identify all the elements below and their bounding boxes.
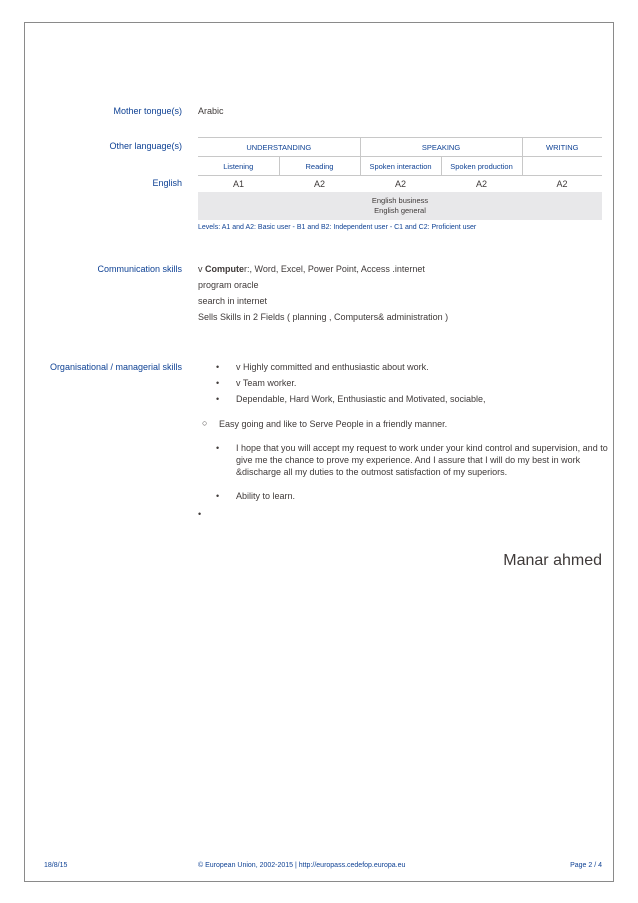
level-writing: A2 (556, 178, 568, 189)
organisational-label: Organisational / managerial skills (49, 362, 182, 372)
org-item-long-line-1: I hope that you will accept my request to work under your kind control and supervision, and to (236, 443, 608, 453)
org-item-1: v Highly committed and enthusiastic about work. (236, 362, 429, 372)
org-item-3: Dependable, Hard Work, Enthusiastic and Motivated, sociable, (236, 394, 486, 404)
language-table (198, 137, 602, 220)
subheader-reading: Reading (279, 157, 360, 176)
level-listening: A1 (232, 178, 244, 189)
subheader-spoken-production: Spoken production (441, 157, 522, 176)
circle-bullet: ○ (202, 418, 208, 428)
level-spoken-interaction: A2 (394, 178, 406, 189)
communication-line-4: Sells Skills in 2 Fields ( planning , Computers& administration ) (198, 312, 449, 322)
bullet-5: • (216, 491, 220, 501)
header-understanding: UNDERSTANDING (198, 138, 360, 157)
communication-label: Communication skills (97, 264, 182, 274)
bullet-3: • (216, 394, 220, 404)
org-item-long-line-3: &discharge all my duties to the outmost satisfaction of my superiors. (236, 467, 508, 477)
other-languages-label: Other language(s) (109, 141, 182, 151)
bullet-2: • (216, 378, 220, 388)
bullet-empty: • (198, 509, 202, 519)
levels-note: Levels: A1 and A2: Basic user - B1 and B2: Independent user - C1 and C2: Proficient user (198, 224, 477, 231)
level-reading: A2 (313, 178, 325, 189)
certificate-business: English business (371, 195, 429, 205)
mother-tongue-label: Mother tongue(s) (113, 106, 182, 116)
certificates-cell (198, 192, 602, 220)
bullet-4: • (216, 443, 220, 453)
org-item-last: Ability to learn. (236, 491, 296, 501)
footer-page-number: Page 2 / 4 (570, 862, 602, 869)
communication-prefix: v (198, 264, 206, 274)
org-item-circle: Easy going and like to Serve People in a friendly manner. (219, 419, 448, 429)
subheader-spoken-interaction: Spoken interaction (360, 157, 441, 176)
subheader-empty (522, 157, 602, 176)
communication-line-1 (198, 264, 425, 274)
footer-date: 18/8/15 (44, 862, 68, 869)
footer-copyright[interactable]: © European Union, 2002-2015 | http://europass.cedefop.europa.eu (198, 862, 406, 869)
org-item-2: v Team worker. (236, 378, 297, 388)
communication-line-3: search in internet (198, 296, 268, 306)
communication-bold: Compute (205, 264, 245, 274)
language-name: English (152, 178, 182, 188)
level-spoken-production: A2 (476, 178, 488, 189)
bullet-1: • (216, 362, 220, 372)
communication-rest: r:, Word, Excel, Power Point, Access .internet (244, 264, 425, 274)
mother-tongue-value: Arabic (198, 106, 224, 116)
org-item-long-line-2: give me the chance to prove my experience. And I assure that I will do my best in work (236, 455, 581, 465)
communication-line-2: program oracle (198, 280, 259, 290)
certificate-general: English general (374, 205, 426, 215)
signature-name: Manar ahmed (503, 552, 602, 569)
org-item-long (236, 442, 608, 478)
subheader-listening: Listening (198, 157, 279, 176)
header-speaking: SPEAKING (360, 138, 522, 157)
header-writing: WRITING (522, 138, 602, 157)
